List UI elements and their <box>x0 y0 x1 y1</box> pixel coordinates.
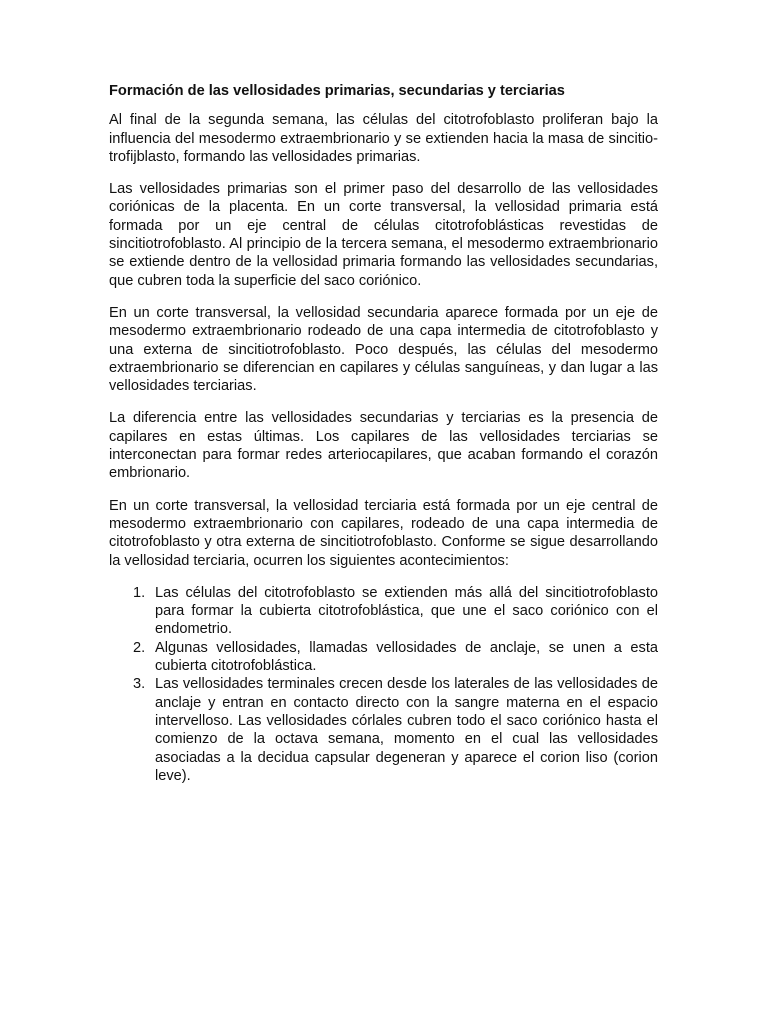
list-item-number: 1. <box>133 584 146 601</box>
list-item-number: 3. <box>133 676 146 693</box>
numbered-list <box>109 584 658 785</box>
paragraph: La diferencia entre las vellosidades secundarias y terciarias es la presencia de capilares en estas últimas. Los capilares de las vellosidades terciarias se interconectan para formar redes arteriocapilares, que acaban formando el corazón embrionario. <box>109 410 658 482</box>
list-item-text: Algunas vellosidades, llamadas vellosidades de anclaje, se unen a esta cubierta citotrofoblástica. <box>155 639 658 675</box>
list-item-number: 2. <box>133 639 146 656</box>
paragraph: En un corte transversal, la vellosidad terciaria está formada por un eje central de mesodermo extraembrionario con capilares, rodeado de una capa intermedia de citotrofoblasto y otra externa de sincitiotrofoblasto. Conforme se sigue desarrollando la vellosidad terciaria, ocurren los siguientes acontecimientos: <box>109 497 658 569</box>
list-item-text: Las vellosidades terminales crecen desde los laterales de las vellosidades de anclaje y entran en contacto directo con la sangre materna en el espacio intervelloso. Las vellosidades córlales cubren todo el saco coriónico hasta el comienzo de la octava semana, momento en el cual las vellosidades asociadas a la decidua capsular degeneran y aparece el corion liso (corion leve). <box>155 676 658 784</box>
list-item <box>109 584 658 639</box>
document-page <box>109 82 658 785</box>
list-item-text: Las células del citotrofoblasto se extienden más allá del sincitiotrofoblasto para formar la cubierta citotrofoblástica, que une el saco coriónico con el endometrio. <box>155 584 658 638</box>
paragraph: Al final de la segunda semana, las células del citotrofoblasto proliferan bajo la influencia del mesodermo extraembrionario y se extienden hacia la masa de sincitio-trofijblasto, formando las vellosidades primarias. <box>109 112 658 165</box>
paragraph: Las vellosidades primarias son el primer paso del desarrollo de las vellosidades coriónicas de la placenta. En un corte transversal, la vellosidad primaria está formada por un eje central de células citotrofoblásticas revestidas de sincitiotrofoblasto. Al principio de la tercera semana, el mesodermo extraembrionario se extiende dentro de la vellosidad primaria formando las vellosidades secundarias, que cubren toda la superficie del saco coriónico. <box>109 181 658 289</box>
paragraph: En un corte transversal, la vellosidad secundaria aparece formada por un eje de mesodermo extraembrionario rodeado de una capa intermedia de citotrofoblasto y una externa de sincitiotrofoblasto. Poco después, las células del mesodermo extraembrionario se diferencian en capilares y células sanguíneas, y dan lugar a las vellosidades terciarias. <box>109 304 658 395</box>
list-item <box>109 639 658 676</box>
list-item <box>109 675 658 785</box>
document-title: Formación de las vellosidades primarias, secundarias y terciarias <box>109 83 565 99</box>
